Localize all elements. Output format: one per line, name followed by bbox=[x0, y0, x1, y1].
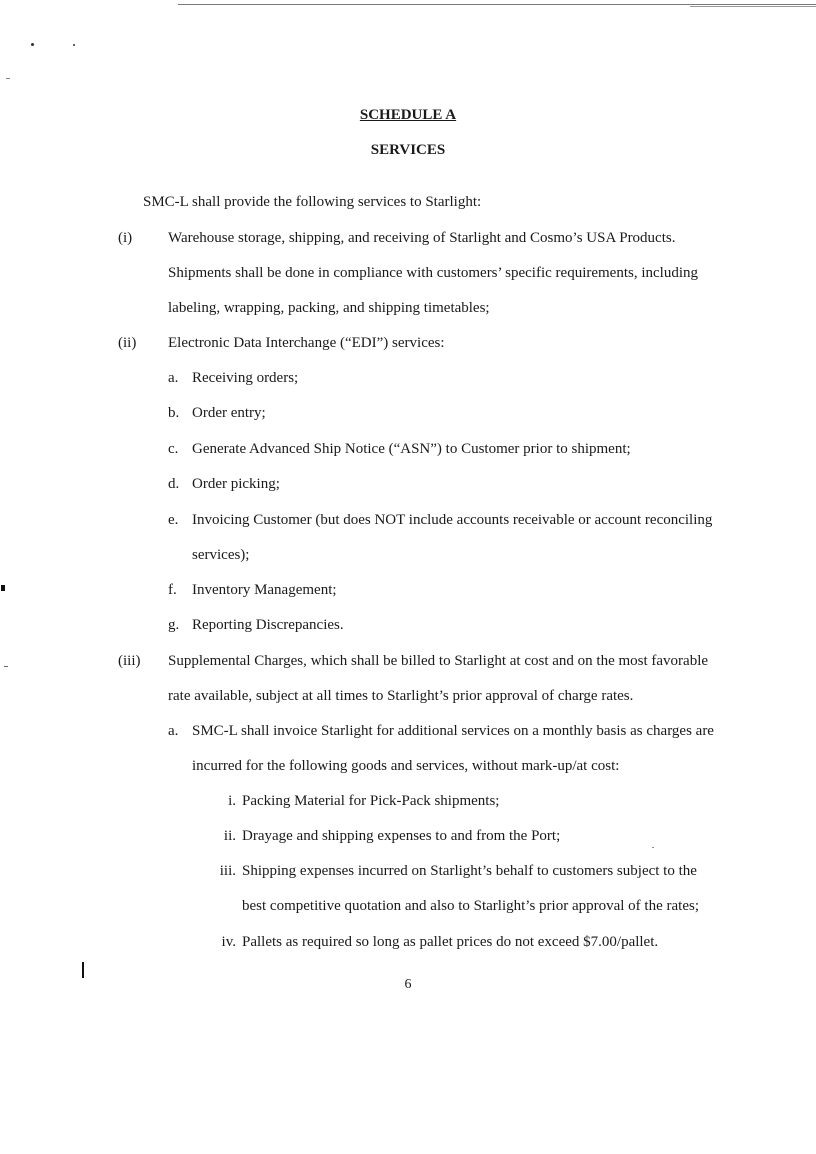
subitem-marker: b. bbox=[168, 405, 180, 421]
scan-artifact-dash bbox=[4, 666, 8, 667]
subitem-text: Reporting Discrepancies. bbox=[192, 617, 344, 633]
roman-item-text: best competitive quotation and also to Starlight’s prior approval of the rates; bbox=[242, 898, 699, 914]
roman-item-text: Drayage and shipping expenses to and from the Port; bbox=[242, 828, 561, 844]
item-marker: (ii) bbox=[118, 335, 137, 351]
subitem-text: Invoicing Customer (but does NOT include accounts receivable or account reconciling bbox=[192, 512, 713, 528]
item-text-line: Shipments shall be done in compliance with customers’ specific requirements, including bbox=[168, 265, 699, 281]
roman-item-text: Pallets as required so long as pallet prices do not exceed $7.00/pallet. bbox=[242, 934, 659, 950]
scan-artifact-bar bbox=[82, 962, 84, 978]
item-text-line: Warehouse storage, shipping, and receiving of Starlight and Cosmo’s USA Products. bbox=[168, 230, 676, 246]
scan-artifact-dot bbox=[652, 847, 654, 848]
scan-artifact-dash bbox=[6, 78, 10, 79]
subitem-text: Order entry; bbox=[192, 405, 266, 421]
roman-marker: ii. bbox=[223, 828, 236, 844]
roman-marker: i. bbox=[228, 793, 236, 809]
scan-artifact-mark bbox=[1, 585, 5, 591]
scan-speck bbox=[31, 43, 34, 46]
subitem-marker: g. bbox=[168, 617, 180, 633]
roman-marker: iii. bbox=[219, 863, 236, 879]
roman-item-text: Shipping expenses incurred on Starlight’s behalf to customers subject to the bbox=[242, 863, 697, 879]
subitem-text: Receiving orders; bbox=[192, 370, 299, 386]
subitem-marker: a. bbox=[168, 723, 179, 739]
item-text-line: Supplemental Charges, which shall be billed to Starlight at cost and on the most favorable bbox=[168, 653, 709, 669]
item-text-line: labeling, wrapping, packing, and shipping timetables; bbox=[168, 300, 490, 316]
subitem-marker: c. bbox=[168, 441, 179, 457]
subitem-text: SMC-L shall invoice Starlight for additional services on a monthly basis as charges are bbox=[192, 723, 714, 739]
scan-speck bbox=[73, 44, 75, 46]
page-number: 6 bbox=[404, 977, 412, 992]
intro-paragraph: SMC-L shall provide the following services to Starlight: bbox=[143, 194, 482, 210]
subitem-text: Generate Advanced Ship Notice (“ASN”) to Customer prior to shipment; bbox=[192, 441, 631, 457]
subitem-marker: a. bbox=[168, 370, 179, 386]
roman-item-text: Packing Material for Pick-Pack shipments; bbox=[242, 793, 500, 809]
schedule-title: SCHEDULE A bbox=[359, 107, 457, 123]
item-marker: (iii) bbox=[118, 653, 141, 669]
subitem-marker: e. bbox=[168, 512, 179, 528]
item-text-line: rate available, subject at all times to Starlight’s prior approval of charge rates. bbox=[168, 688, 634, 704]
item-marker: (i) bbox=[118, 230, 133, 246]
roman-marker: iv. bbox=[221, 934, 236, 950]
subitem-text: Order picking; bbox=[192, 476, 280, 492]
section-title: SERVICES bbox=[370, 142, 446, 158]
subitem-marker: d. bbox=[168, 476, 180, 492]
item-text-line: Electronic Data Interchange (“EDI”) services: bbox=[168, 335, 445, 351]
scan-artifact-line bbox=[178, 4, 816, 5]
subitem-text: incurred for the following goods and services, without mark-up/at cost: bbox=[192, 758, 620, 774]
subitem-text: Inventory Management; bbox=[192, 582, 337, 598]
subitem-marker: f. bbox=[168, 582, 177, 598]
scan-artifact-line bbox=[690, 6, 816, 7]
subitem-text: services); bbox=[192, 547, 250, 563]
